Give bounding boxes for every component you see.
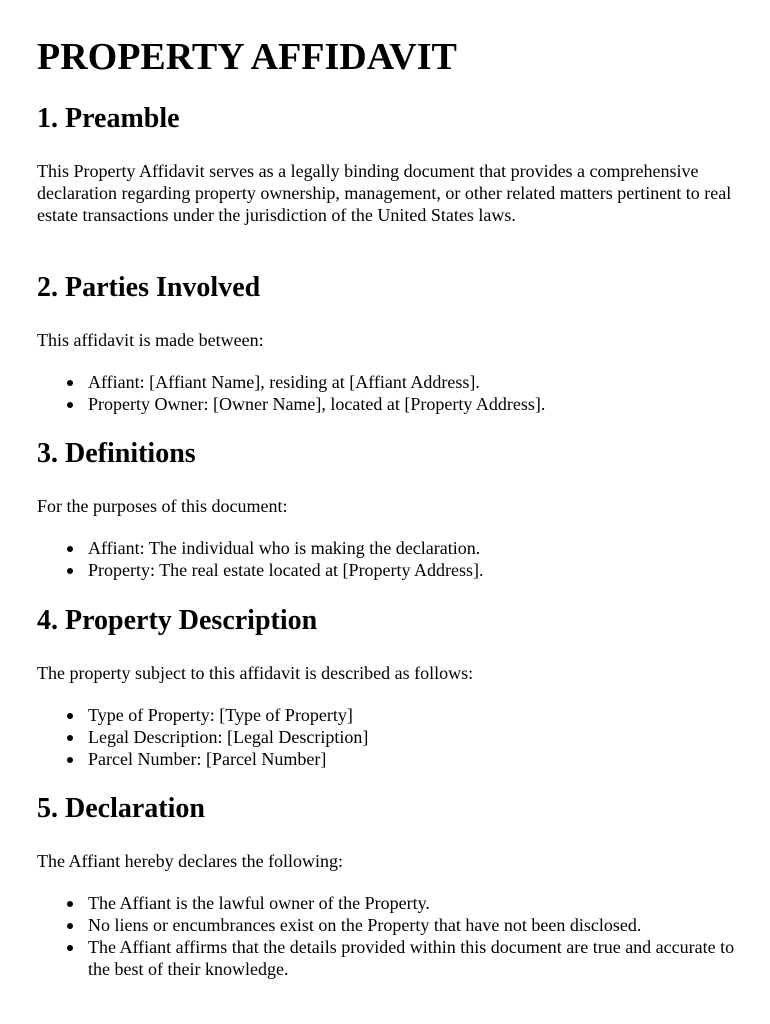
list-item: The Affiant affirms that the details provided within this document are true and accurate to the best of their knowledge. <box>37 936 737 980</box>
document-title: PROPERTY AFFIDAVIT <box>37 36 457 78</box>
section-definitions <box>37 437 737 581</box>
list-item: Property Owner: [Owner Name], located at [Property Address]. <box>37 393 737 415</box>
section-preamble <box>37 102 737 226</box>
list-item: Property: The real estate located at [Property Address]. <box>37 559 737 581</box>
section-paragraph: The property subject to this affidavit is described as follows: <box>37 663 474 683</box>
list-item: Legal Description: [Legal Description] <box>37 726 737 748</box>
section-paragraph: This affidavit is made between: <box>37 330 264 350</box>
list-item: Parcel Number: [Parcel Number] <box>37 748 737 770</box>
list-item: The Affiant is the lawful owner of the Property. <box>37 892 737 914</box>
bullet-list <box>37 704 737 770</box>
list-item: Type of Property: [Type of Property] <box>37 704 737 726</box>
section-property-description <box>37 604 737 770</box>
bullet-list <box>37 371 737 415</box>
bullet-list <box>37 537 737 581</box>
list-item: Affiant: [Affiant Name], residing at [Affiant Address]. <box>37 371 737 393</box>
list-item: Affiant: The individual who is making the declaration. <box>37 537 737 559</box>
bullet-list <box>37 892 737 980</box>
section-parties-involved <box>37 271 737 415</box>
section-paragraph: For the purposes of this document: <box>37 496 288 516</box>
section-heading: 4. Property Description <box>37 605 318 636</box>
section-declaration <box>37 792 737 980</box>
section-heading: 2. Parties Involved <box>37 272 261 303</box>
section-paragraph: This Property Affidavit serves as a legally binding document that provides a comprehensive declaration regarding property ownership, management, or other related matters pertinent to real estate transactions under the jurisdiction of the United States laws. <box>37 161 732 225</box>
section-heading: 5. Declaration <box>37 793 205 824</box>
section-heading: 1. Preamble <box>37 103 180 134</box>
section-paragraph: The Affiant hereby declares the following: <box>37 851 344 871</box>
list-item: No liens or encumbrances exist on the Property that have not been disclosed. <box>37 914 737 936</box>
section-heading: 3. Definitions <box>37 438 196 469</box>
